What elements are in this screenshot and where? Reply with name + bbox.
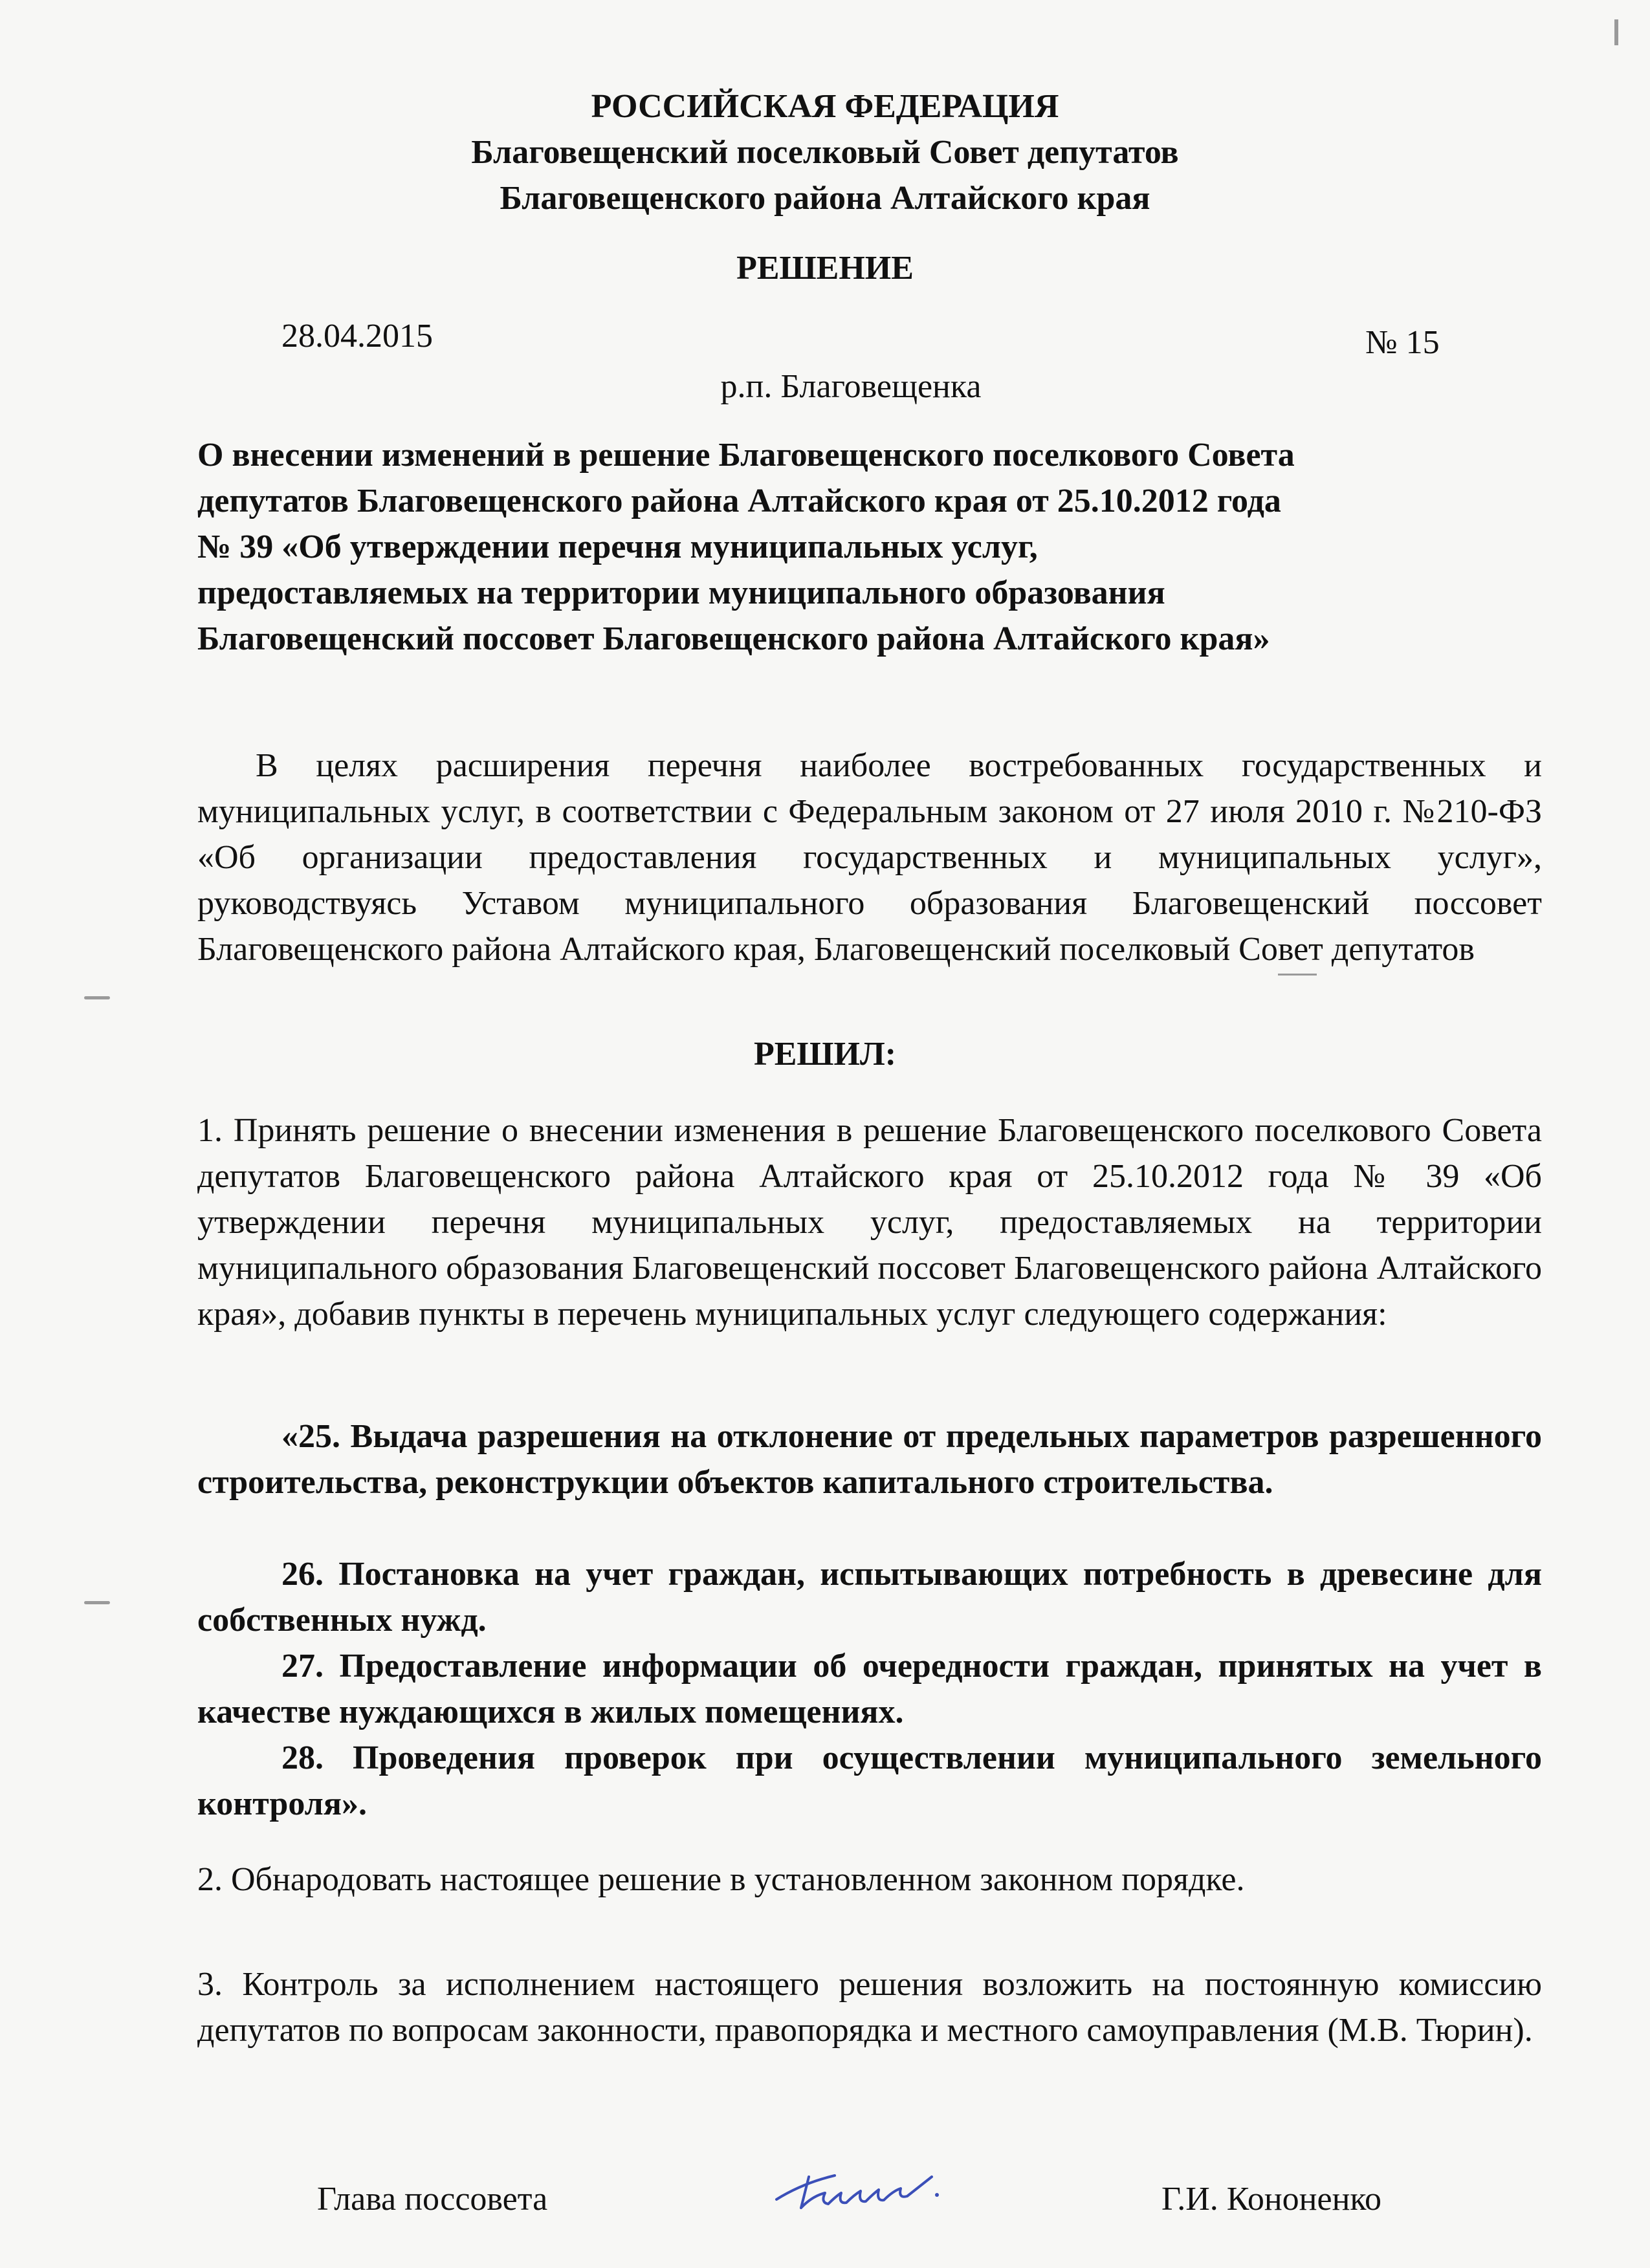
header-council: Благовещенский поселковый Совет депутатов: [471, 134, 1179, 171]
document-title: О внесении изменений в решение Благовещенского поселкового Совета депутатов Благовещенского района Алтайского края от 25.10.2012 года № 39 «Об утверждении перечня муниципальных услуг, предоставляемых на территории муниципального образования Благовещенский поссовет Благовещенского района Алтайского края»: [197, 437, 1295, 657]
document-number: № 15: [1365, 324, 1440, 361]
header-country: РОССИЙСКАЯ ФЕДЕРАЦИЯ: [591, 88, 1059, 125]
preamble-paragraph: В целях расширения перечня наиболее востребованных государственных и муниципальных услуг, в соответствии с Федеральным законом от 27 июля 2010 г. №210-ФЗ «Об организации предоставления государственных и муниципальных услуг», руководствуясь Уставом муниципального образования Благовещенский поссовет Благовещенского района Алтайского края, Благовещенский поселковый Совет депутатов: [197, 747, 1542, 968]
header-district: Благовещенского района Алтайского края: [500, 180, 1150, 217]
item-1: 1. Принять решение о внесении изменения в решение Благовещенского поселкового Совета депутатов Благовещенского района Алтайского края от 25.10.2012 года № 39 «Об утверждении перечня муниципальных услуг, предоставляемых на территории муниципального образования Благовещенский поссовет Благовещенского района Алтайского края», добавив пункты в перечень муниципальных услуг следующего содержания:: [197, 1112, 1542, 1333]
signature-name: Г.И. Кононенко: [1161, 2181, 1382, 2218]
decided-heading: РЕШИЛ:: [753, 1036, 897, 1073]
service-item-28: 28. Проведения проверок при осуществлении муниципального земельного контроля».: [197, 1739, 1542, 1822]
document-place: р.п. Благовещенка: [720, 368, 982, 405]
item-3: 3. Контроль за исполнением настоящего решения возложить на постоянную комиссию депутатов по вопросам законности, правопорядка и местного самоуправления (М.В. Тюрин).: [197, 1966, 1542, 2049]
service-item-25: «25. Выдача разрешения на отклонение от предельных параметров разрешенного строительства, реконструкции объектов капитального строительства.: [197, 1418, 1542, 1501]
scan-mark: [84, 1601, 110, 1604]
service-item-26: 26. Постановка на учет граждан, испытывающих потребность в древесине для собственных нужд.: [197, 1556, 1542, 1639]
handwritten-signature: [764, 2157, 958, 2222]
scan-mark: [1614, 19, 1618, 45]
signature-position: Глава поссовета: [317, 2181, 548, 2218]
scan-mark: [1278, 974, 1317, 976]
item-2: 2. Обнародовать настоящее решение в установленном законном порядке.: [197, 1861, 1245, 1898]
document-type: РЕШЕНИЕ: [736, 250, 914, 287]
service-item-27: 27. Предоставление информации об очередности граждан, принятых на учет в качестве нуждающихся в жилых помещениях.: [197, 1648, 1542, 1730]
scan-mark: [84, 996, 110, 999]
document-date: 28.04.2015: [281, 318, 433, 354]
